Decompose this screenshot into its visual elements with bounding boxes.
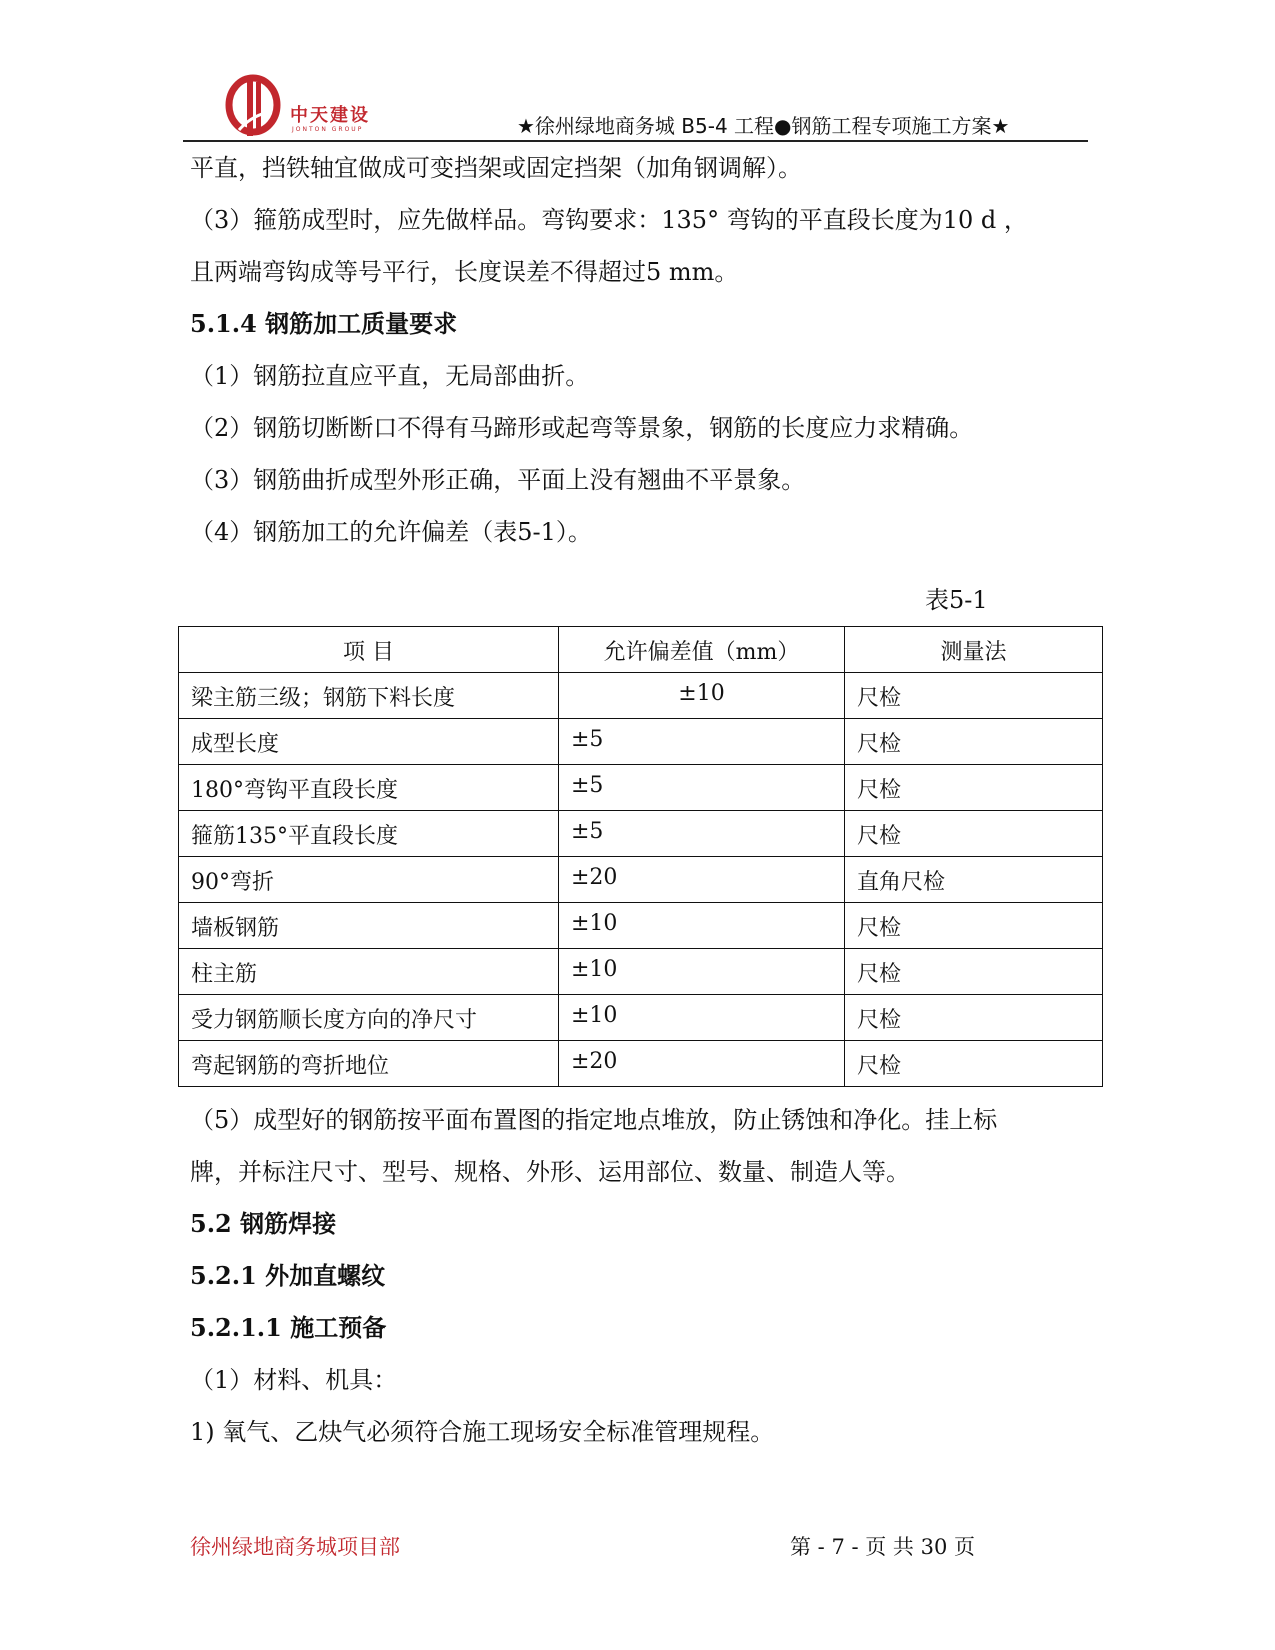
column-header: 允许偏差值（mm） [559, 627, 845, 673]
table-cell-method: 尺检 [845, 765, 1103, 811]
table-cell-tolerance: ±10 [559, 673, 845, 719]
section-heading-5-2-1-1: 5.2.1.1 施工预备 [190, 1313, 387, 1342]
paragraph-line: （5）成型好的钢筋按平面布置图的指定地点堆放，防止锈蚀和净化。挂上标 [190, 1106, 998, 1134]
paragraph-line: 平直，挡铁轴宜做成可变挡架或固定挡架（加角钢调解）。 [190, 154, 802, 182]
table-cell-method: 尺检 [845, 903, 1103, 949]
logo-mark-icon [225, 72, 295, 142]
table-cell-item: 箍筋135°平直段长度 [179, 811, 559, 857]
table-cell-item: 180°弯钩平直段长度 [179, 765, 559, 811]
table-row [179, 949, 1103, 995]
table-caption: 表5-1 [925, 586, 988, 614]
table-cell-method: 尺检 [845, 811, 1103, 857]
paragraph-line: 牌，并标注尺寸、型号、规格、外形、运用部位、数量、制造人等。 [190, 1158, 910, 1186]
paragraph-line: 1) 氧气、乙炔气必须符合施工现场安全标准管理规程。 [190, 1418, 775, 1446]
section-heading-5-1-4: 5.1.4 钢筋加工质量要求 [190, 309, 458, 338]
table-cell-tolerance: ±5 [559, 765, 845, 811]
table-cell-method: 尺检 [845, 1041, 1103, 1087]
table-row [179, 1041, 1103, 1087]
table-cell-tolerance: ±5 [559, 719, 845, 765]
table-row [179, 765, 1103, 811]
table-cell-method: 尺检 [845, 949, 1103, 995]
logo-english-name: JONTON GROUP [292, 126, 364, 133]
table-cell-item: 90°弯折 [179, 857, 559, 903]
table-cell-item: 受力钢筋顺长度方向的净尺寸 [179, 995, 559, 1041]
column-header: 项 目 [179, 627, 559, 673]
table-cell-item: 柱主筋 [179, 949, 559, 995]
column-header: 测量法 [845, 627, 1103, 673]
paragraph-line: （4）钢筋加工的允许偏差（表5-1）。 [190, 518, 592, 546]
table-row [179, 995, 1103, 1041]
footer-page-number: 第 - 7 - 页 共 30 页 [790, 1535, 976, 1559]
table-cell-tolerance: ±5 [559, 811, 845, 857]
table-row [179, 719, 1103, 765]
footer-project-department: 徐州绿地商务城项目部 [190, 1535, 400, 1559]
table-cell-method: 尺检 [845, 719, 1103, 765]
section-heading-5-2-1: 5.2.1 外加直螺纹 [190, 1261, 386, 1290]
table-row [179, 857, 1103, 903]
paragraph-line: 且两端弯钩成等号平行，长度误差不得超过5 mm。 [190, 258, 739, 286]
table-cell-item: 弯起钢筋的弯折地位 [179, 1041, 559, 1087]
table-row [179, 811, 1103, 857]
table-cell-tolerance: ±10 [559, 903, 845, 949]
paragraph-line: （3）箍筋成型时，应先做样品。弯钩要求：135° 弯钩的平直段长度为10 d ， [190, 206, 1028, 234]
table-cell-method: 尺检 [845, 995, 1103, 1041]
table-cell-tolerance: ±20 [559, 1041, 845, 1087]
table-cell-tolerance: ±10 [559, 995, 845, 1041]
paragraph-line: （2）钢筋切断断口不得有马蹄形或起弯等景象，钢筋的长度应力求精确。 [190, 414, 974, 442]
table-cell-tolerance: ±10 [559, 949, 845, 995]
table-cell-method: 尺检 [845, 673, 1103, 719]
document-header-title: ★徐州绿地商务城 B5-4 工程●钢筋工程专项施工方案★ [517, 114, 1010, 138]
table-row [179, 673, 1103, 719]
section-heading-5-2: 5.2 钢筋焊接 [190, 1209, 337, 1238]
table-cell-item: 成型长度 [179, 719, 559, 765]
table-cell-method: 直角尺检 [845, 857, 1103, 903]
table-cell-item: 墙板钢筋 [179, 903, 559, 949]
tolerance-table [178, 626, 1103, 1087]
logo-chinese-name: 中天建设 [290, 105, 370, 126]
table-header-row [179, 627, 1103, 673]
header-divider [183, 140, 1088, 142]
paragraph-line: （1）钢筋拉直应平直，无局部曲折。 [190, 362, 590, 390]
table-cell-tolerance: ±20 [559, 857, 845, 903]
paragraph-line: （3）钢筋曲折成型外形正确，平面上没有翘曲不平景象。 [190, 466, 806, 494]
table-cell-item: 梁主筋三级；钢筋下料长度 [179, 673, 559, 719]
table-row [179, 903, 1103, 949]
paragraph-line: （1）材料、机具： [190, 1366, 398, 1394]
